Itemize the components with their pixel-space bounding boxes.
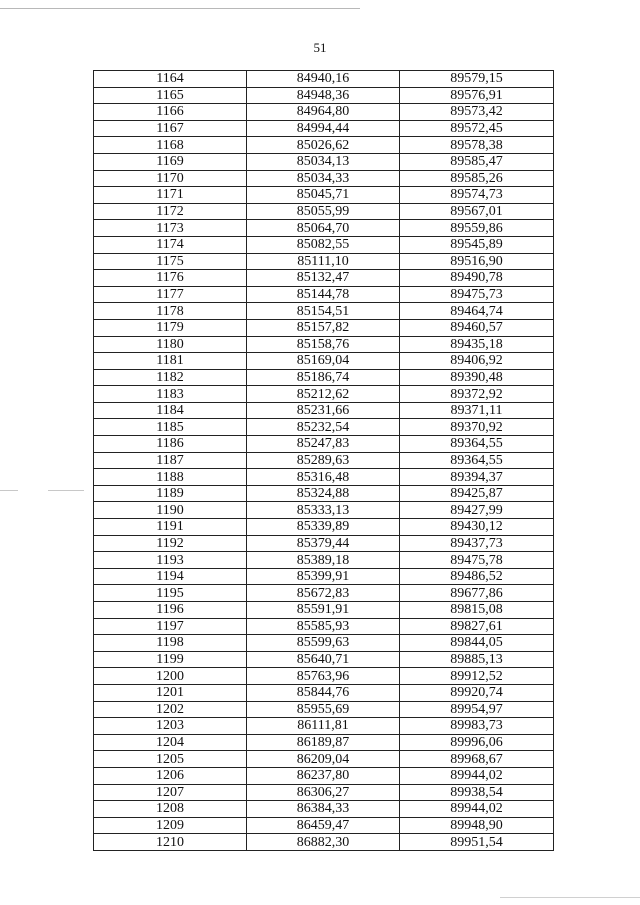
- x-coordinate-cell: 85324,88: [247, 485, 400, 502]
- x-coordinate-cell: 86384,33: [247, 801, 400, 818]
- point-number-cell: 1197: [94, 618, 247, 635]
- point-number-cell: 1179: [94, 319, 247, 336]
- table-row: [94, 170, 554, 187]
- point-number-cell: 1185: [94, 419, 247, 436]
- point-number-cell: 1210: [94, 834, 247, 851]
- table-row: [94, 71, 554, 88]
- y-coordinate-cell: 89364,55: [400, 452, 554, 469]
- x-coordinate-cell: 85289,63: [247, 452, 400, 469]
- y-coordinate-cell: 89815,08: [400, 602, 554, 619]
- y-coordinate-cell: 89394,37: [400, 469, 554, 486]
- point-number-cell: 1166: [94, 104, 247, 121]
- y-coordinate-cell: 89951,54: [400, 834, 554, 851]
- x-coordinate-cell: 85154,51: [247, 303, 400, 320]
- table-row: [94, 270, 554, 287]
- x-coordinate-cell: 85247,83: [247, 436, 400, 453]
- x-coordinate-cell: 86189,87: [247, 734, 400, 751]
- table-row: [94, 718, 554, 735]
- table-row: [94, 519, 554, 536]
- x-coordinate-cell: 85316,48: [247, 469, 400, 486]
- table-row: [94, 784, 554, 801]
- point-number-cell: 1196: [94, 602, 247, 619]
- y-coordinate-cell: 89370,92: [400, 419, 554, 436]
- table-row: [94, 602, 554, 619]
- table-row: [94, 535, 554, 552]
- x-coordinate-cell: 85186,74: [247, 369, 400, 386]
- x-coordinate-cell: 85132,47: [247, 270, 400, 287]
- table-row: [94, 834, 554, 851]
- coordinates-table: [93, 70, 554, 851]
- y-coordinate-cell: 89427,99: [400, 502, 554, 519]
- x-coordinate-cell: 85640,71: [247, 651, 400, 668]
- x-coordinate-cell: 85672,83: [247, 585, 400, 602]
- point-number-cell: 1164: [94, 71, 247, 88]
- x-coordinate-cell: 86459,47: [247, 817, 400, 834]
- x-coordinate-cell: 85591,91: [247, 602, 400, 619]
- x-coordinate-cell: 85055,99: [247, 203, 400, 220]
- x-coordinate-cell: 85333,13: [247, 502, 400, 519]
- x-coordinate-cell: 86237,80: [247, 767, 400, 784]
- y-coordinate-cell: 89944,02: [400, 767, 554, 784]
- table-row: [94, 419, 554, 436]
- table-row: [94, 402, 554, 419]
- table-row: [94, 734, 554, 751]
- y-coordinate-cell: 89425,87: [400, 485, 554, 502]
- table-row: [94, 236, 554, 253]
- y-coordinate-cell: 89576,91: [400, 87, 554, 104]
- table-row: [94, 751, 554, 768]
- point-number-cell: 1182: [94, 369, 247, 386]
- x-coordinate-cell: 85844,76: [247, 684, 400, 701]
- point-number-cell: 1190: [94, 502, 247, 519]
- table-row: [94, 502, 554, 519]
- point-number-cell: 1176: [94, 270, 247, 287]
- y-coordinate-cell: 89406,92: [400, 353, 554, 370]
- point-number-cell: 1177: [94, 286, 247, 303]
- x-coordinate-cell: 85763,96: [247, 668, 400, 685]
- y-coordinate-cell: 89559,86: [400, 220, 554, 237]
- y-coordinate-cell: 89827,61: [400, 618, 554, 635]
- x-coordinate-cell: 86306,27: [247, 784, 400, 801]
- point-number-cell: 1200: [94, 668, 247, 685]
- point-number-cell: 1202: [94, 701, 247, 718]
- point-number-cell: 1168: [94, 137, 247, 154]
- y-coordinate-cell: 89486,52: [400, 568, 554, 585]
- point-number-cell: 1167: [94, 120, 247, 137]
- y-coordinate-cell: 89968,67: [400, 751, 554, 768]
- x-coordinate-cell: 85169,04: [247, 353, 400, 370]
- x-coordinate-cell: 84948,36: [247, 87, 400, 104]
- table-row: [94, 635, 554, 652]
- y-coordinate-cell: 89579,15: [400, 71, 554, 88]
- y-coordinate-cell: 89574,73: [400, 187, 554, 204]
- x-coordinate-cell: 85157,82: [247, 319, 400, 336]
- point-number-cell: 1171: [94, 187, 247, 204]
- table-row: [94, 137, 554, 154]
- x-coordinate-cell: 85212,62: [247, 386, 400, 403]
- table-row: [94, 651, 554, 668]
- y-coordinate-cell: 89390,48: [400, 369, 554, 386]
- point-number-cell: 1169: [94, 153, 247, 170]
- y-coordinate-cell: 89435,18: [400, 336, 554, 353]
- point-number-cell: 1173: [94, 220, 247, 237]
- y-coordinate-cell: 89585,26: [400, 170, 554, 187]
- table-row: [94, 87, 554, 104]
- table-row: [94, 552, 554, 569]
- table-row: [94, 618, 554, 635]
- point-number-cell: 1174: [94, 236, 247, 253]
- x-coordinate-cell: 85399,91: [247, 568, 400, 585]
- table-row: [94, 452, 554, 469]
- point-number-cell: 1188: [94, 469, 247, 486]
- point-number-cell: 1180: [94, 336, 247, 353]
- point-number-cell: 1187: [94, 452, 247, 469]
- coordinates-table-body: [94, 71, 554, 851]
- table-row: [94, 153, 554, 170]
- point-number-cell: 1203: [94, 718, 247, 735]
- point-number-cell: 1193: [94, 552, 247, 569]
- table-row: [94, 684, 554, 701]
- point-number-cell: 1198: [94, 635, 247, 652]
- x-coordinate-cell: 85026,62: [247, 137, 400, 154]
- point-number-cell: 1183: [94, 386, 247, 403]
- point-number-cell: 1186: [94, 436, 247, 453]
- point-number-cell: 1195: [94, 585, 247, 602]
- table-row: [94, 386, 554, 403]
- table-row: [94, 187, 554, 204]
- table-row: [94, 701, 554, 718]
- x-coordinate-cell: 85045,71: [247, 187, 400, 204]
- scan-mark-left: [0, 490, 18, 491]
- table-row: [94, 767, 554, 784]
- x-coordinate-cell: 86882,30: [247, 834, 400, 851]
- y-coordinate-cell: 89885,13: [400, 651, 554, 668]
- point-number-cell: 1165: [94, 87, 247, 104]
- x-coordinate-cell: 85034,33: [247, 170, 400, 187]
- table-row: [94, 485, 554, 502]
- x-coordinate-cell: 85034,13: [247, 153, 400, 170]
- table-row: [94, 319, 554, 336]
- y-coordinate-cell: 89430,12: [400, 519, 554, 536]
- y-coordinate-cell: 89372,92: [400, 386, 554, 403]
- y-coordinate-cell: 89437,73: [400, 535, 554, 552]
- y-coordinate-cell: 89585,47: [400, 153, 554, 170]
- point-number-cell: 1175: [94, 253, 247, 270]
- table-row: [94, 568, 554, 585]
- table-row: [94, 585, 554, 602]
- point-number-cell: 1181: [94, 353, 247, 370]
- point-number-cell: 1178: [94, 303, 247, 320]
- y-coordinate-cell: 89938,54: [400, 784, 554, 801]
- x-coordinate-cell: 85144,78: [247, 286, 400, 303]
- y-coordinate-cell: 89844,05: [400, 635, 554, 652]
- point-number-cell: 1172: [94, 203, 247, 220]
- point-number-cell: 1201: [94, 684, 247, 701]
- x-coordinate-cell: 85379,44: [247, 535, 400, 552]
- x-coordinate-cell: 85082,55: [247, 236, 400, 253]
- y-coordinate-cell: 89371,11: [400, 402, 554, 419]
- table-row: [94, 104, 554, 121]
- table-row: [94, 436, 554, 453]
- point-number-cell: 1206: [94, 767, 247, 784]
- y-coordinate-cell: 89573,42: [400, 104, 554, 121]
- y-coordinate-cell: 89954,97: [400, 701, 554, 718]
- y-coordinate-cell: 89944,02: [400, 801, 554, 818]
- y-coordinate-cell: 89572,45: [400, 120, 554, 137]
- table-row: [94, 817, 554, 834]
- page-number: 51: [313, 40, 327, 55]
- point-number-cell: 1192: [94, 535, 247, 552]
- y-coordinate-cell: 89996,06: [400, 734, 554, 751]
- x-coordinate-cell: 84940,16: [247, 71, 400, 88]
- x-coordinate-cell: 86209,04: [247, 751, 400, 768]
- table-row: [94, 336, 554, 353]
- y-coordinate-cell: 89983,73: [400, 718, 554, 735]
- y-coordinate-cell: 89475,78: [400, 552, 554, 569]
- table-row: [94, 220, 554, 237]
- point-number-cell: 1205: [94, 751, 247, 768]
- x-coordinate-cell: 85585,93: [247, 618, 400, 635]
- table-row: [94, 668, 554, 685]
- point-number-cell: 1209: [94, 817, 247, 834]
- table-row: [94, 203, 554, 220]
- y-coordinate-cell: 89948,90: [400, 817, 554, 834]
- y-coordinate-cell: 89464,74: [400, 303, 554, 320]
- table-row: [94, 469, 554, 486]
- x-coordinate-cell: 86111,81: [247, 718, 400, 735]
- table-row: [94, 369, 554, 386]
- x-coordinate-cell: 84964,80: [247, 104, 400, 121]
- x-coordinate-cell: 85111,10: [247, 253, 400, 270]
- point-number-cell: 1194: [94, 568, 247, 585]
- x-coordinate-cell: 84994,44: [247, 120, 400, 137]
- x-coordinate-cell: 85955,69: [247, 701, 400, 718]
- y-coordinate-cell: 89578,38: [400, 137, 554, 154]
- y-coordinate-cell: 89364,55: [400, 436, 554, 453]
- x-coordinate-cell: 85339,89: [247, 519, 400, 536]
- table-row: [94, 253, 554, 270]
- table-row: [94, 303, 554, 320]
- point-number-cell: 1204: [94, 734, 247, 751]
- y-coordinate-cell: 89677,86: [400, 585, 554, 602]
- y-coordinate-cell: 89490,78: [400, 270, 554, 287]
- x-coordinate-cell: 85599,63: [247, 635, 400, 652]
- point-number-cell: 1199: [94, 651, 247, 668]
- x-coordinate-cell: 85158,76: [247, 336, 400, 353]
- x-coordinate-cell: 85232,54: [247, 419, 400, 436]
- table-row: [94, 353, 554, 370]
- scan-edge-line: [0, 8, 360, 9]
- point-number-cell: 1189: [94, 485, 247, 502]
- y-coordinate-cell: 89567,01: [400, 203, 554, 220]
- scan-edge-line-bottom: [500, 897, 640, 898]
- y-coordinate-cell: 89516,90: [400, 253, 554, 270]
- y-coordinate-cell: 89460,57: [400, 319, 554, 336]
- scan-mark-left-2: [48, 490, 84, 491]
- point-number-cell: 1184: [94, 402, 247, 419]
- point-number-cell: 1207: [94, 784, 247, 801]
- y-coordinate-cell: 89912,52: [400, 668, 554, 685]
- point-number-cell: 1191: [94, 519, 247, 536]
- point-number-cell: 1170: [94, 170, 247, 187]
- x-coordinate-cell: 85231,66: [247, 402, 400, 419]
- table-row: [94, 286, 554, 303]
- table-row: [94, 801, 554, 818]
- y-coordinate-cell: 89475,73: [400, 286, 554, 303]
- x-coordinate-cell: 85064,70: [247, 220, 400, 237]
- y-coordinate-cell: 89545,89: [400, 236, 554, 253]
- table-row: [94, 120, 554, 137]
- y-coordinate-cell: 89920,74: [400, 684, 554, 701]
- x-coordinate-cell: 85389,18: [247, 552, 400, 569]
- point-number-cell: 1208: [94, 801, 247, 818]
